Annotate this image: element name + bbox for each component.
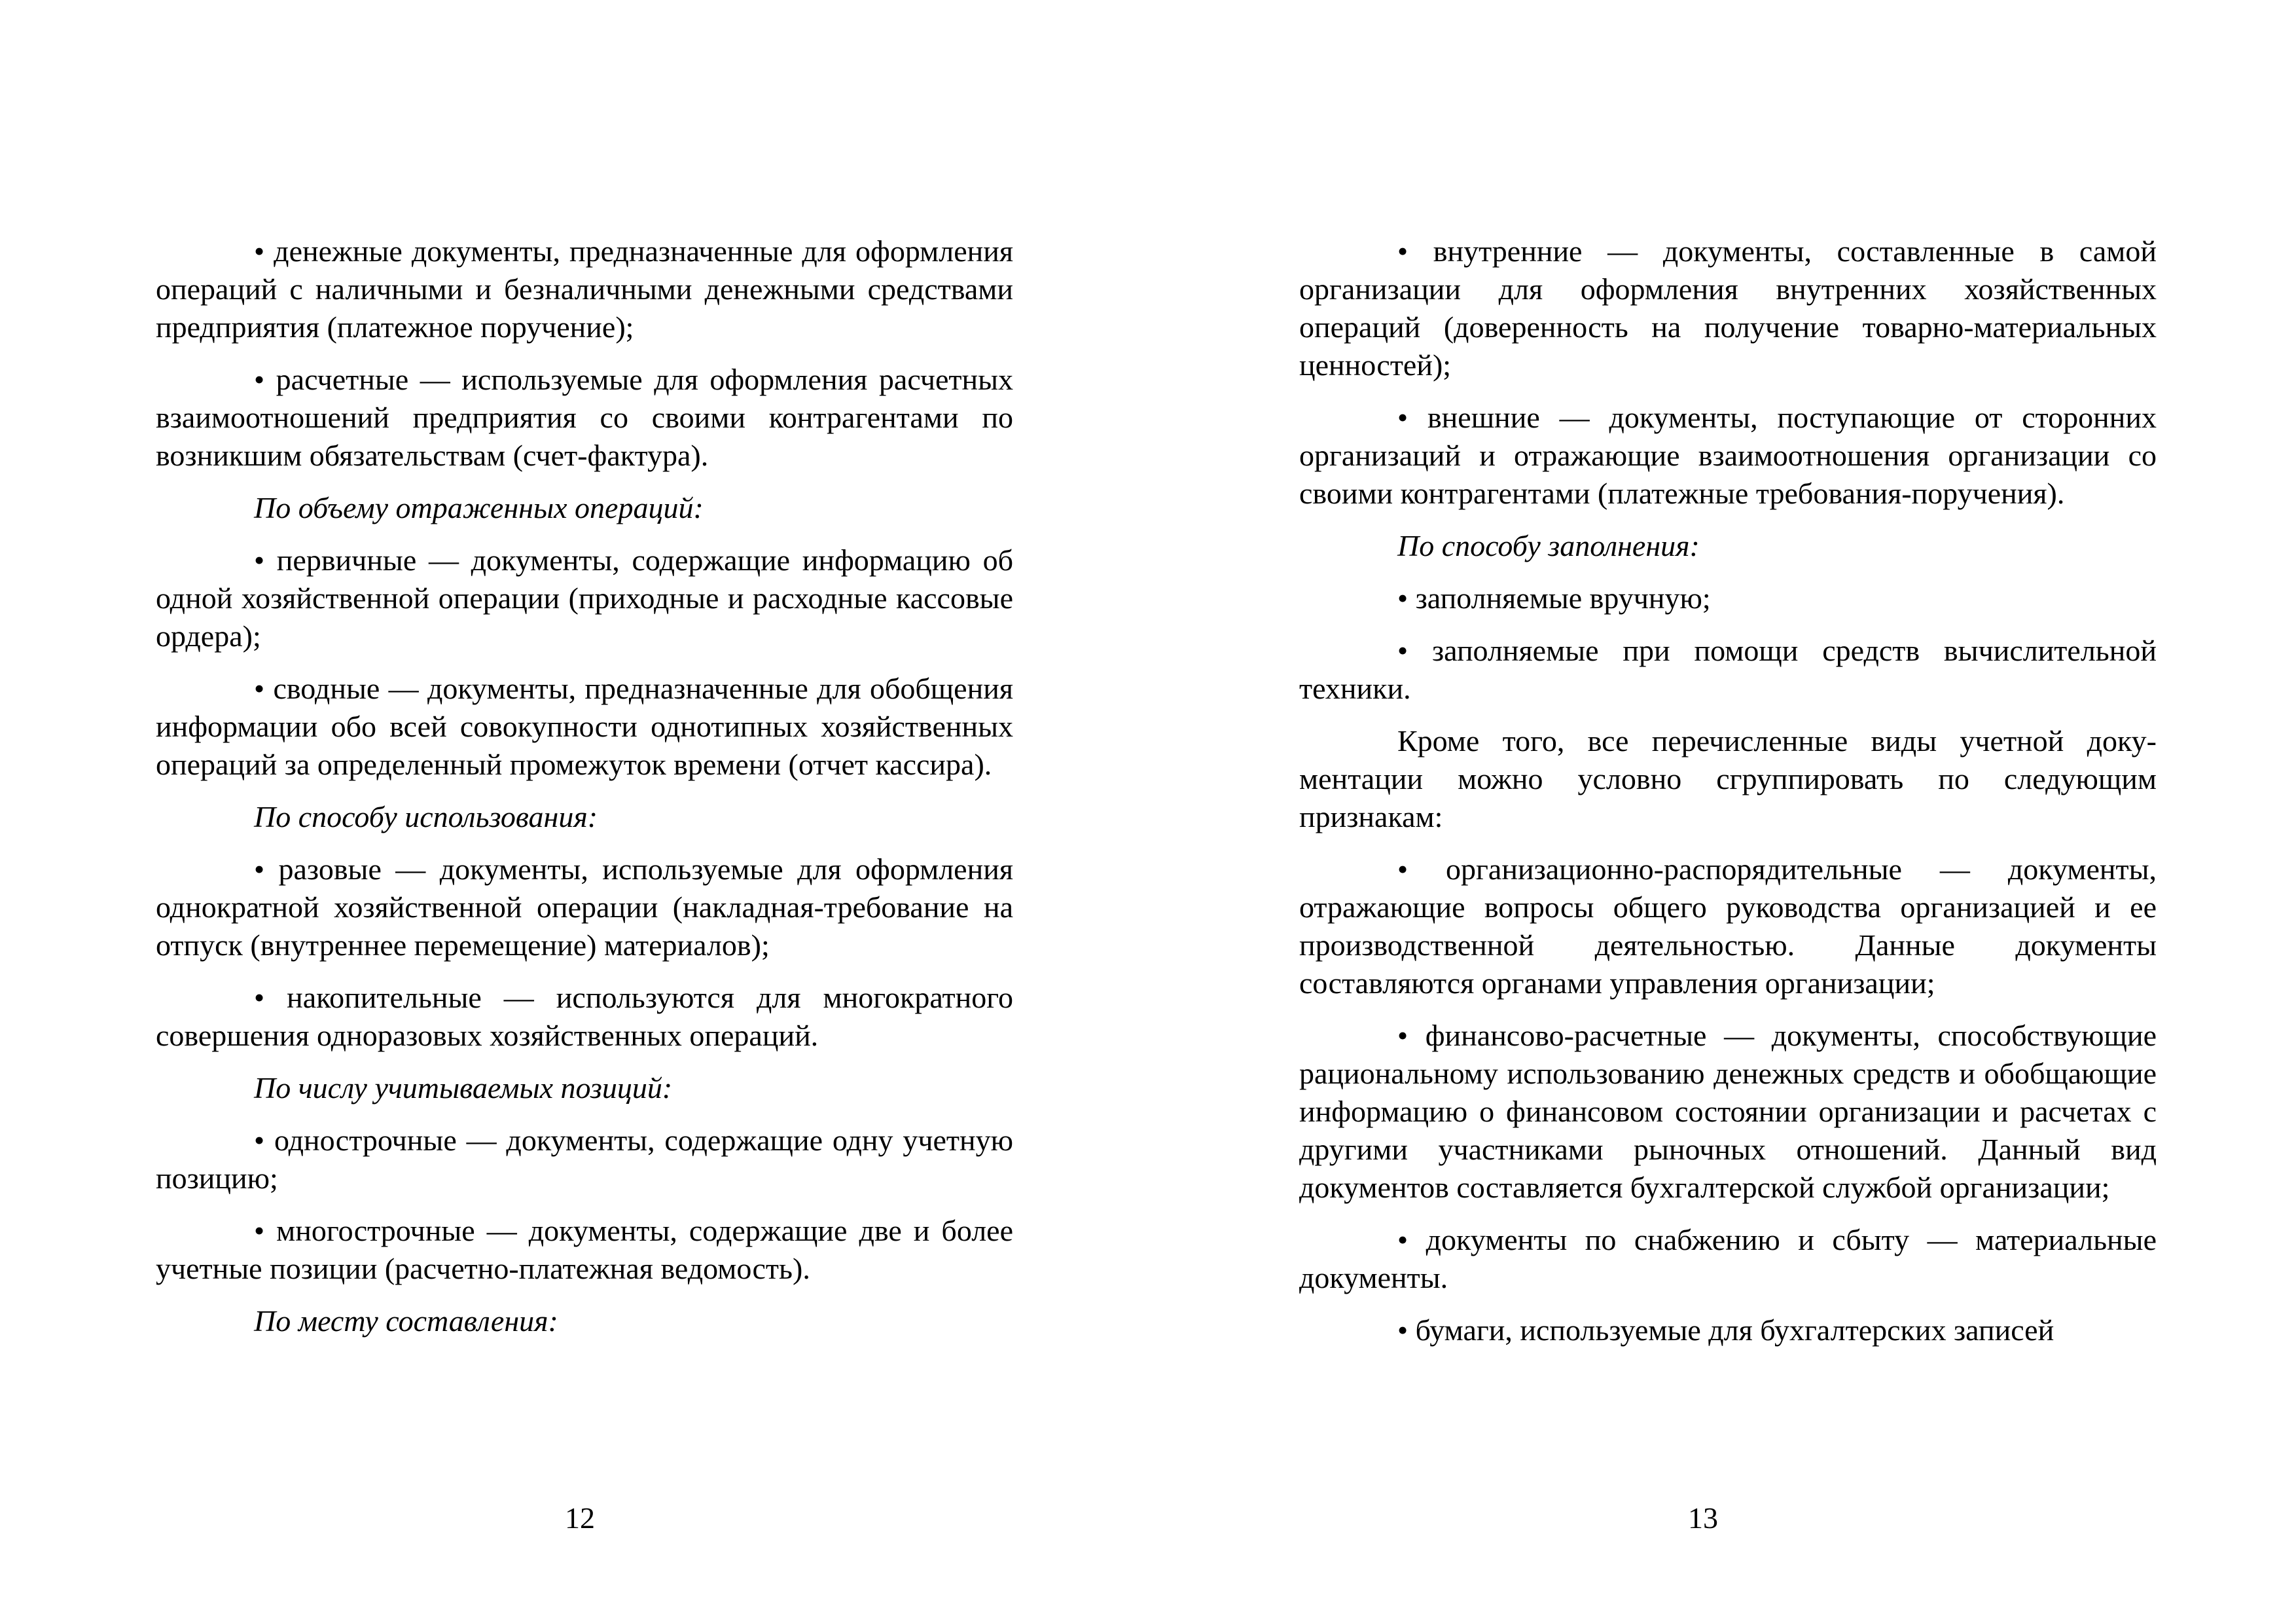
- paragraph-internal-documents: • внутренние — документы, составленные в самой организации для оформления внутренних хозяйственных операций (доверенность на получение товарно-материальных ценностей);: [1299, 234, 2157, 382]
- paragraph-cumulative-documents: • накопительные — используются для многократного совершения одноразовых хозяйственных операций.: [156, 981, 1013, 1052]
- paragraph-external-documents: • внешние — документы, поступающие от сторонних организаций и отражающие взаимоотношения организации со своими контрагентами (платежные требования-поручения).: [1299, 401, 2157, 510]
- paragraph-accounting-papers: • бумаги, используемые для бухгалтерских записей: [1397, 1313, 2054, 1347]
- subheading-by-usage: По способу использования:: [254, 800, 598, 833]
- subheading-by-place: По месту составления:: [254, 1304, 558, 1338]
- page-number-left: 12: [565, 1501, 595, 1535]
- left-page: [156, 232, 1013, 1355]
- paragraph-organizational-documents: • организационно-распорядительные — документы, отражающие вопросы общего руководства организацией и ее производственной деятельностью. Данные документы составляются органами управления организации;: [1299, 852, 2157, 1000]
- paragraph-primary-documents: • первичные — документы, содержащие информацию об одной хозяйственной операции (приходные и расходные кассовые ордера);: [156, 543, 1013, 653]
- paragraph-financial-documents: • финансово-расчетные — документы, способствующие рациональному использованию денежных средств и обобщающие информацию о финансовом состоянии организации и расчетах с другими участниками рыночных отношений. Данный вид документов составляется бухгалтерской службой организации;: [1299, 1019, 2157, 1204]
- subheading-by-positions: По числу учитываемых позиций:: [254, 1071, 673, 1104]
- paragraph-manual-filling: • заполняемые вручную;: [1397, 581, 1711, 615]
- paragraph-grouping-intro: Кроме того, все перечисленные виды учетной документации можно условно сгруппировать по следующим признакам:: [1299, 724, 2157, 833]
- paragraph-multi-line-documents: • многострочные — документы, содержащие две и более учетные позиции (расчетно-платежная ведомость).: [156, 1214, 1013, 1285]
- paragraph-monetary-documents: • денежные документы, предназначенные для оформления операций с наличными и безналичными денежными средствами предприятия (платежное поручение);: [156, 234, 1013, 344]
- paragraph-computer-filling: • заполняемые при помощи средств вычислительной техники.: [1299, 634, 2157, 705]
- paragraph-single-line-documents: • однострочные — документы, содержащие одну учетную позицию;: [156, 1123, 1013, 1195]
- right-page: [1299, 232, 2157, 1364]
- subheading-by-filling: По способу заполнения:: [1397, 529, 1700, 562]
- paragraph-supply-documents: • документы по снабжению и сбыту — материальные документы.: [1299, 1223, 2157, 1294]
- paragraph-settlement-documents: • расчетные — используемые для оформления расчетных взаимоотношений предприятия со своими контрагентами по возникшим обязательствам (счет-фактура).: [156, 363, 1013, 472]
- page-number-right: 13: [1688, 1501, 1718, 1535]
- paragraph-one-time-documents: • разовые — документы, используемые для оформления однократной хозяйственной операции (накладная-требование на отпуск (внутреннее перемещение) материалов);: [156, 852, 1013, 962]
- paragraph-summary-documents: • сводные — документы, предназначенные для обобщения информации обо всей совокупности однотипных хозяйственных операций за определенный промежуток времени (отчет кассира).: [156, 672, 1013, 781]
- subheading-by-volume: По объему отраженных операций:: [254, 491, 704, 524]
